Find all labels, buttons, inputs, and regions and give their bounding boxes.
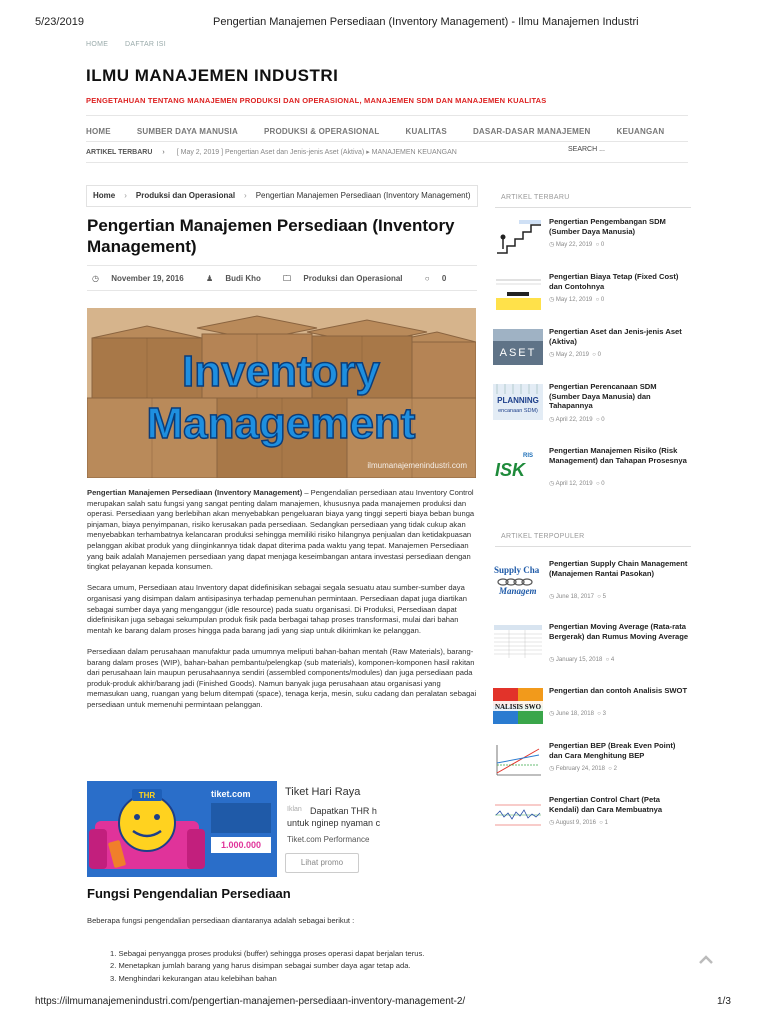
divider (87, 265, 477, 266)
thumb-swot (493, 688, 543, 724)
print-title: Pengertian Manajemen Persediaan (Inventory Management) - Ilmu Manajemen Industri (213, 16, 639, 28)
sidebar-post-title[interactable]: Pengertian Moving Average (Rata-rata Bergerak) dan Rumus Moving Average (549, 622, 689, 641)
hero-line2: Management (146, 399, 416, 448)
sidebar-heading-recent: ARTIKEL TERBARU (501, 194, 570, 201)
thumb-risk (493, 448, 543, 484)
breadcrumb-category[interactable]: Produksi dan Operasional (135, 191, 236, 200)
ad-image[interactable] (87, 781, 277, 877)
sidebar-post-date: ◷ April 22, 2019 ○ 0 (549, 417, 605, 423)
ad-text[interactable]: Dapatkan THR h (310, 806, 377, 816)
ad-label: Iklan (287, 806, 302, 813)
sidebar-post-title[interactable]: Pengertian dan contoh Analisis SWOT (549, 686, 688, 695)
sidebar-post[interactable] (493, 384, 693, 424)
footer-url[interactable]: https://ilmumanajemenindustri.com/pengertian-manajemen-persediaan-inventory-management-2/ (35, 996, 466, 1007)
thumb-top: RIS (523, 453, 534, 459)
sidebar-post[interactable] (493, 561, 693, 601)
page-title: Pengertian Manajemen Persediaan (Inventory Management) (87, 216, 455, 256)
nav-keuangan[interactable]: KEUANGAN (616, 127, 665, 136)
list-item: 2. Menetapkan jumlah barang yang harus disimpan sebagai sumber daya agar tetap ada. (110, 961, 411, 971)
ad-source: Tiket.com Performance (287, 835, 370, 844)
sidebar-post-date: ◷ May 12, 2019 ○ 0 (549, 297, 605, 303)
topnav-daftar-isi[interactable]: DAFTAR ISI (125, 41, 166, 48)
sidebar-post[interactable] (493, 688, 693, 728)
sidebar-post-title[interactable]: Pengertian Aset dan Jenis-jenis Aset (Aktiva) (549, 327, 682, 346)
sidebar-post-date: ◷ January 15, 2018 ○ 4 (549, 657, 615, 663)
sidebar-post-title[interactable]: Pengertian Pengembangan SDM (Sumber Daya Manusia) (549, 217, 666, 236)
breadcrumb-current: Pengertian Manajemen Persediaan (Inventory Management) (255, 191, 471, 200)
sidebar-heading-popular: ARTIKEL TERPOPULER (501, 533, 585, 540)
comment-icon: ○ (424, 274, 430, 283)
site-tagline: PENGETAHUAN TENTANG MANAJEMEN PRODUKSI DAN OPERASIONAL, MANAJEMEN SDM DAN MANAJEMEN KUALITAS (86, 96, 547, 105)
divider (87, 290, 477, 291)
nav-dasar[interactable]: DASAR-DASAR MANAJEMEN (472, 127, 591, 136)
post-date[interactable]: November 19, 2016 (111, 274, 184, 283)
nav-sdm[interactable]: SUMBER DAYA MANUSIA (136, 127, 238, 136)
sidebar-post[interactable] (493, 274, 693, 314)
scroll-top-icon[interactable] (698, 952, 714, 968)
hero-watermark: ilmumanajemenindustri.com (367, 461, 467, 470)
sidebar-post-date: ◷ June 18, 2017 ○ 5 (549, 594, 606, 600)
sidebar-post[interactable] (493, 329, 693, 369)
thumb-subtext: encanaan SDM) (498, 408, 538, 414)
breadcrumb-home[interactable]: Home (93, 191, 116, 200)
chevron-right-icon: › (244, 191, 247, 200)
divider (495, 207, 691, 208)
list-item: 3. Menghindari kekurangan atau kelebihan bahan (110, 973, 277, 983)
ad-amount: 1.000.000 (220, 840, 262, 850)
nav-home[interactable]: HOME (86, 127, 111, 136)
ticker-label: ARTIKEL TERBARU (86, 149, 153, 156)
divider (86, 141, 688, 142)
sidebar-post[interactable] (493, 624, 693, 664)
sidebar-post-title[interactable]: Pengertian Perencanaan SDM (Sumber Daya Manusia) dan Tahapannya (549, 382, 657, 411)
site-title[interactable]: ILMU MANAJEMEN INDUSTRI (86, 66, 339, 85)
thumb-aset (493, 329, 543, 365)
folder-icon: 🗀 (283, 274, 292, 283)
sidebar-post-date: ◷ June 18, 2018 ○ 3 (549, 711, 606, 717)
intro-bold: Pengertian Manajemen Persediaan (Inventory Management) (87, 488, 303, 497)
footer-page: 1/3 (717, 996, 731, 1007)
thumb-chart (493, 274, 543, 310)
divider (495, 546, 691, 547)
ad-illustration (87, 781, 277, 877)
sidebar-post-title[interactable]: Pengertian Control Chart (Peta Kendali) dan Cara Membuatnya (549, 795, 663, 814)
section-intro: Beberapa fungsi pengendalian persediaan diantaranya adalah sebagai berikut : (87, 916, 355, 925)
nav-kualitas[interactable]: KUALITAS (405, 127, 447, 136)
sidebar-post[interactable] (493, 448, 693, 488)
user-icon: ♟ (205, 274, 214, 283)
clock-icon: ◷ (92, 274, 99, 283)
post-comments[interactable]: 0 (441, 274, 447, 283)
hero-line1: Inventory (181, 347, 381, 396)
thumb-control-chart (493, 797, 543, 833)
thumb-table (493, 624, 543, 660)
thumb-supply-chain (493, 561, 543, 597)
divider (86, 162, 688, 163)
topnav-home[interactable]: HOME (86, 41, 109, 48)
sidebar-post-date: ◷ April 12, 2019 ○ 0 (549, 481, 605, 487)
sidebar-post-date: ◷ May 22, 2019 ○ 0 (549, 242, 605, 248)
ticker (86, 148, 457, 156)
breadcrumb (86, 185, 478, 207)
search-input[interactable]: SEARCH ... (568, 146, 605, 153)
chevron-right-icon: › (162, 149, 165, 156)
nav-produksi[interactable]: PRODUKSI & OPERASIONAL (263, 127, 380, 136)
paragraph: Persediaan dalam perusahaan manufaktur pada umumnya meliputi bahan-bahan mentah (Raw Materials), barang-barang dalam proses (WIP), bahan-bahan pembantu/pelengkap (sub materials), komponen-komponen hasil rakitan dari perusahaan lain maupun perusahaannya sendiri (assembled components/modules) dan juga persediaan pada produk-produk akhir/barang jadi (Finished Goods). Namun banyak juga perusahaan atau organisasi yang memasukan uang, ruangan yang belum ditempati (space), tenaga kerja, mesin, suku cadang dan peralatan sebagai persediaan untuk memenuhi permintaan pelanggan. (87, 646, 477, 709)
thumb-text: ISK (495, 460, 526, 480)
sidebar-post-date: ◷ May 2, 2019 ○ 0 (549, 352, 601, 358)
sidebar-post-title[interactable]: Pengertian BEP (Break Even Point) dan Cara Menghitung BEP (549, 741, 676, 760)
main-nav (86, 127, 665, 136)
paragraph (87, 488, 477, 573)
post-category[interactable]: Produksi dan Operasional (303, 274, 403, 283)
thumb-stairs (493, 219, 543, 255)
sidebar-post-date: ◷ February 24, 2018 ○ 2 (549, 766, 617, 772)
sidebar-post[interactable] (493, 219, 693, 259)
thumb-bep (493, 743, 543, 779)
post-author[interactable]: Budi Kho (225, 274, 261, 283)
sidebar-post[interactable] (493, 743, 693, 783)
function-list (110, 948, 424, 985)
list-item: 1. Sebagai penyangga proses produksi (buffer) sehingga proses operasi dapat berjalan terus. (110, 949, 425, 958)
divider (86, 115, 688, 116)
boxes-illustration (87, 308, 476, 478)
sidebar-post-title[interactable]: Pengertian Manajemen Risiko (Risk Management) dan Tahapan Prosesnya (549, 446, 687, 465)
intro-text: – Pengendalian persediaan atau Inventory Control merupakan salah satu fungsi yang sangat penting dalam manajemen, khususnya pada manajemen produksi dan operasi. Persediaan yang berlebihan akan menyebabkan pengeluaran biaya yang tinggi seperti biaya beban bunga pinjaman, biaya penyimpanan, risiko kerusakan pada persediaan. Sedangkan persediaan yang tidak cukup akan menyebabkan terhambatnya kelancaran produksi sehingga memiliki risiko hilangnya penjualan dan ketidakpuasan pelanggan akibat produk yang diinginkannya tidak dapat diterima pada waktu yang tepat. Manajemen Persediaan yang baik adalah Manajemen persediaan yang dapat menjaga keseimbangan antara investasi persediaan dengan tingkat pelayanan kepada konsumen. (87, 488, 475, 572)
thumb-text: Supply Cha (494, 565, 540, 575)
ad-title[interactable]: Tiket Hari Raya (285, 786, 361, 798)
ad-badge: THR (138, 791, 156, 800)
paragraph: Secara umum, Persediaan atau Inventory dapat didefinisikan sebagai segala sesuatu atau sumber-sumber daya organisasi yang disimpan dalam antisipasinya terhadap pemenuhan permintaan. Persediaan dapat juga diartikan sebagai sumber daya yang menganggur (idle resource) pada suatu organisasi. Di Produksi, Persediaan dapat didefinisikan juga sebagai sekumpulan produk fisik pada berbagai tahap proses transformasi, mulai dari bahan mentah ke barang dalam proses hingga pada barang jadi yang siap untuk dikirimkan ke pelanggan. (87, 583, 467, 635)
ad-promo-button[interactable]: Lihat promo (285, 853, 359, 873)
thumb-text: NALISIS SWO (494, 703, 542, 711)
sidebar-post-date: ◷ August 9, 2016 ○ 1 (549, 820, 608, 826)
sidebar-post-title[interactable]: Pengertian Supply Chain Management (Manajemen Rantai Pasokan) (549, 559, 688, 578)
thumb-planning (493, 384, 543, 420)
thumb-text: ASET (499, 347, 537, 359)
article-body (87, 488, 477, 721)
print-date: 5/23/2019 (35, 16, 84, 28)
ad-brand: tiket.com (211, 789, 251, 799)
ad-text[interactable]: untuk nginep nyaman c (287, 818, 381, 828)
sidebar-post-title[interactable]: Pengertian Biaya Tetap (Fixed Cost) dan Contohnya (549, 272, 679, 291)
thumb-text: PLANNING (497, 396, 539, 405)
section-title: Fungsi Pengendalian Persediaan (87, 886, 291, 901)
hero-image (87, 308, 476, 478)
ticker-link[interactable]: [ May 2, 2019 ] Pengertian Aset dan Jenis-jenis Aset (Aktiva) ▸ MANAJEMEN KEUANGAN (176, 149, 457, 156)
chevron-right-icon: › (124, 191, 127, 200)
sidebar-post[interactable] (493, 797, 693, 837)
post-meta (92, 273, 466, 287)
thumb-subtext: Managem (499, 586, 537, 596)
